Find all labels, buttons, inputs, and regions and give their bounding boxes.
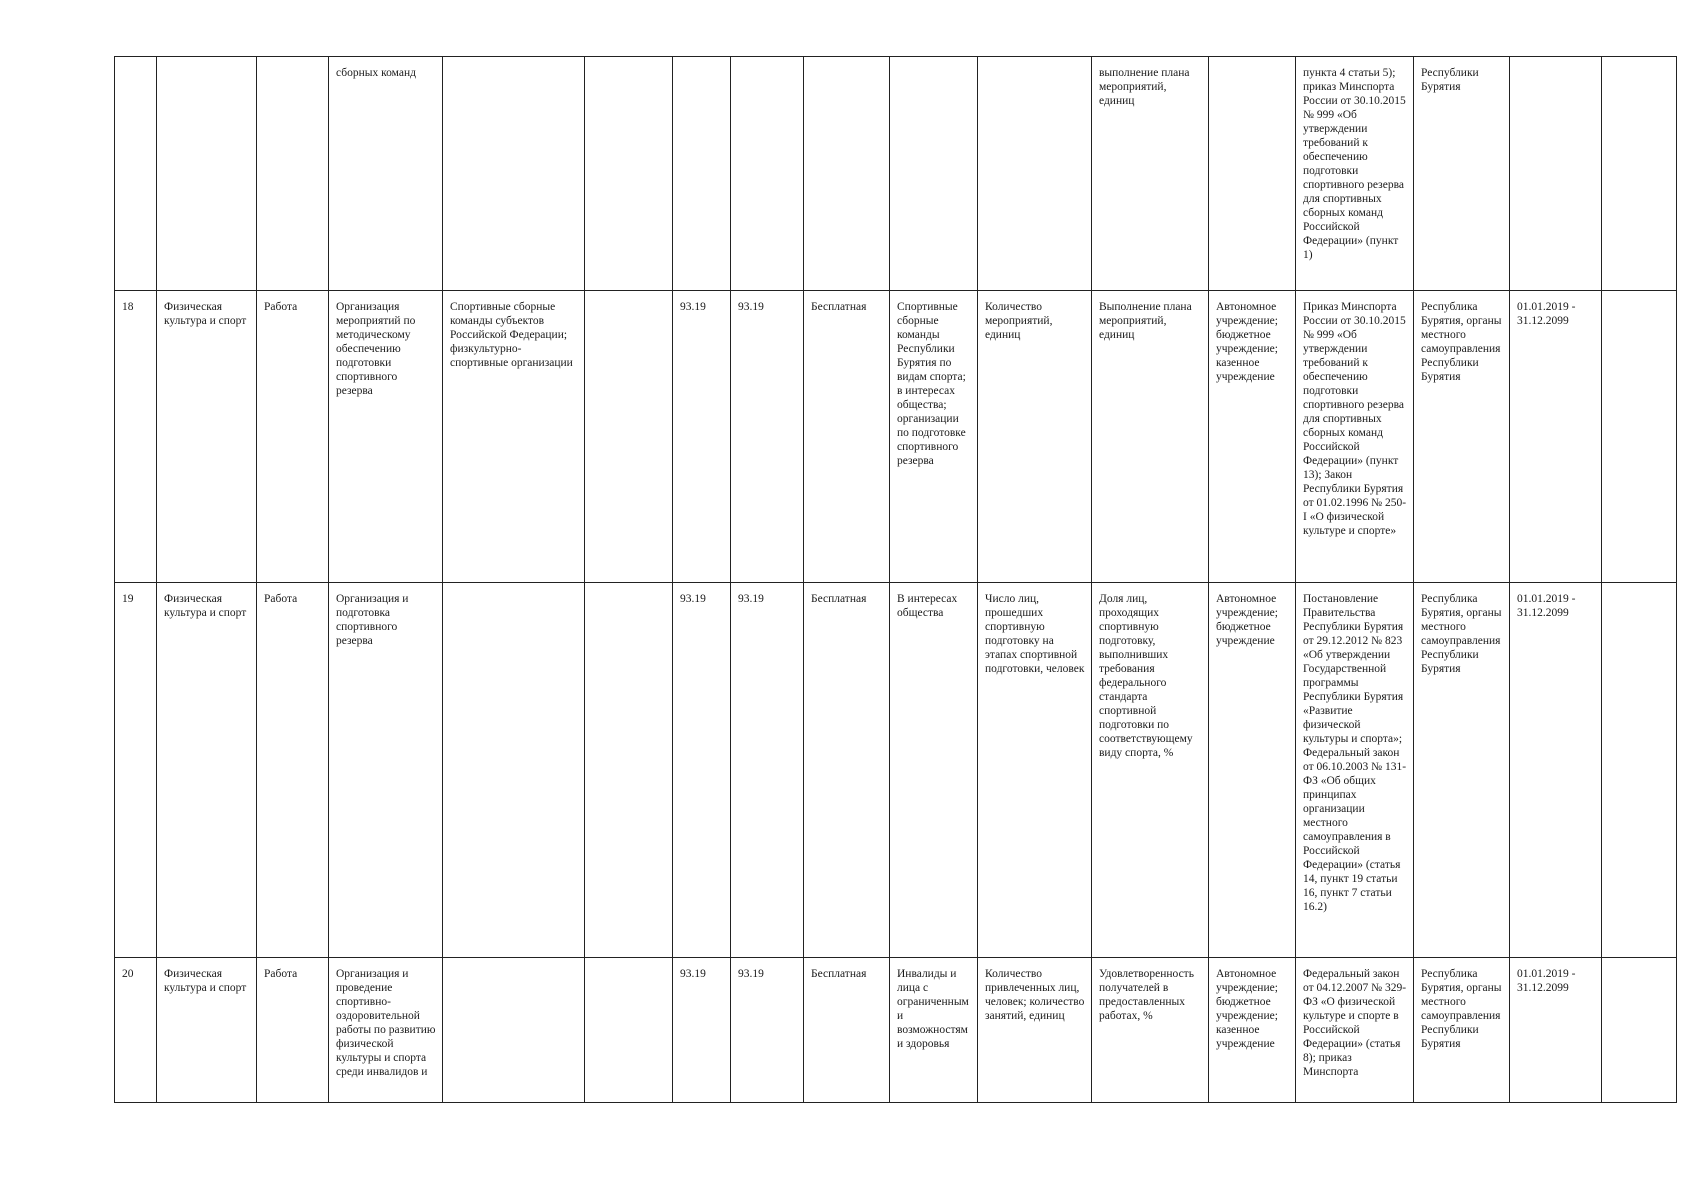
table-row: [115, 57, 1677, 291]
row-number: [115, 57, 157, 291]
quality-indicator: Удовлетворенность получателей в предоставленных работах, %: [1092, 958, 1209, 1103]
service-name: сборных команд: [329, 57, 443, 291]
quality-indicator: Доля лиц, проходящих спортивную подготовку, выполнивших требования федерального стандарта спортивной подготовки по соответствующему виду спорта, %: [1092, 583, 1209, 958]
row-number: 19: [115, 583, 157, 958]
legal-basis: пункта 4 статьи 5); приказ Минспорта России от 30.10.2015 № 999 «Об утверждении требований к обеспечению подготовки спортивного резерва для спортивных сборных команд Российской Федерации» (пункт 1): [1296, 57, 1414, 291]
founder: Республика Бурятия, органы местного самоуправления Республики Бурятия: [1414, 958, 1510, 1103]
activity-sphere: Физическая культура и спорт: [157, 291, 257, 583]
okved-code-2: 93.19: [731, 958, 804, 1103]
service-type: Работа: [257, 583, 329, 958]
legal-basis: Постановление Правительства Республики Бурятия от 29.12.2012 № 823 «Об утверждении Государственной программы Республики Бурятия «Развитие физической культуры и спорта»; Федеральный закон от 06.10.2003 № 131-ФЗ «Об общих принципах организации местного самоуправления в Российской Федерации» (статья 14, пункт 19 статьи 16, пункт 7 статьи 16.2): [1296, 583, 1414, 958]
okved-code-2: 93.19: [731, 291, 804, 583]
consumer-category: [890, 57, 978, 291]
institution-type: [1209, 57, 1296, 291]
service-content: [443, 583, 585, 958]
okved-code: 93.19: [673, 291, 731, 583]
table-row: [115, 583, 1677, 958]
okved-code-2: 93.19: [731, 583, 804, 958]
validity-period: [1510, 57, 1602, 291]
okved-code: 93.19: [673, 958, 731, 1103]
fee-type: Бесплатная: [804, 583, 890, 958]
volume-indicator: Количество мероприятий, единиц: [978, 291, 1092, 583]
quality-indicator: Выполнение плана мероприятий, единиц: [1092, 291, 1209, 583]
service-name: Организация и подготовка спортивного резерва: [329, 583, 443, 958]
okved-code: [673, 57, 731, 291]
row-number: 18: [115, 291, 157, 583]
empty-cell: [585, 291, 673, 583]
institution-type: Автономное учреждение; бюджетное учреждение; казенное учреждение: [1209, 958, 1296, 1103]
activity-sphere: [157, 57, 257, 291]
quality-indicator: выполнение плана мероприятий, единиц: [1092, 57, 1209, 291]
extra-cell: [1602, 583, 1677, 958]
activity-sphere: Физическая культура и спорт: [157, 583, 257, 958]
empty-cell: [585, 57, 673, 291]
legal-basis: Приказ Минспорта России от 30.10.2015 № 999 «Об утверждении требований к обеспечению подготовки спортивного резерва для спортивных сборных команд Российской Федерации» (пункт 13); Закон Республики Бурятия от 01.02.1996 № 250-I «О физической культуре и спорте»: [1296, 291, 1414, 583]
institution-type: Автономное учреждение; бюджетное учреждение: [1209, 583, 1296, 958]
service-name: Организация мероприятий по методическому обеспечению подготовки спортивного резерва: [329, 291, 443, 583]
table-row: [115, 291, 1677, 583]
validity-period: 01.01.2019 - 31.12.2099: [1510, 291, 1602, 583]
consumer-category: Инвалиды и лица с ограниченными возможностями здоровья: [890, 958, 978, 1103]
founder: Республики Бурятия: [1414, 57, 1510, 291]
consumer-category: В интересах общества: [890, 583, 978, 958]
fee-type: Бесплатная: [804, 958, 890, 1103]
activity-sphere: Физическая культура и спорт: [157, 958, 257, 1103]
service-content: Спортивные сборные команды субъектов Российской Федерации; физкультурно-спортивные организации: [443, 291, 585, 583]
service-type: Работа: [257, 291, 329, 583]
empty-cell: [585, 583, 673, 958]
extra-cell: [1602, 958, 1677, 1103]
services-registry-table: [114, 56, 1677, 1103]
institution-type: Автономное учреждение; бюджетное учреждение; казенное учреждение: [1209, 291, 1296, 583]
legal-basis: Федеральный закон от 04.12.2007 № 329-ФЗ «О физической культуре и спорте в Российской Федерации» (статья 8); приказ Минспорта: [1296, 958, 1414, 1103]
empty-cell: [585, 958, 673, 1103]
service-name: Организация и проведение спортивно-оздоровительной работы по развитию физической культуры и спорта среди инвалидов и: [329, 958, 443, 1103]
validity-period: 01.01.2019 - 31.12.2099: [1510, 583, 1602, 958]
validity-period: 01.01.2019 - 31.12.2099: [1510, 958, 1602, 1103]
fee-type: Бесплатная: [804, 291, 890, 583]
consumer-category: Спортивные сборные команды Республики Бурятия по видам спорта; в интересах общества; организации по подготовке спортивного резерва: [890, 291, 978, 583]
service-content: [443, 958, 585, 1103]
volume-indicator: Число лиц, прошедших спортивную подготовку на этапах спортивной подготовки, человек: [978, 583, 1092, 958]
service-content: [443, 57, 585, 291]
founder: Республика Бурятия, органы местного самоуправления Республики Бурятия: [1414, 291, 1510, 583]
fee-type: [804, 57, 890, 291]
registry-page: [114, 56, 1676, 1103]
volume-indicator: [978, 57, 1092, 291]
extra-cell: [1602, 57, 1677, 291]
service-type: Работа: [257, 958, 329, 1103]
volume-indicator: Количество привлеченных лиц, человек; количество занятий, единиц: [978, 958, 1092, 1103]
founder: Республика Бурятия, органы местного самоуправления Республики Бурятия: [1414, 583, 1510, 958]
table-row: [115, 958, 1677, 1103]
okved-code: 93.19: [673, 583, 731, 958]
okved-code-2: [731, 57, 804, 291]
row-number: 20: [115, 958, 157, 1103]
extra-cell: [1602, 291, 1677, 583]
service-type: [257, 57, 329, 291]
